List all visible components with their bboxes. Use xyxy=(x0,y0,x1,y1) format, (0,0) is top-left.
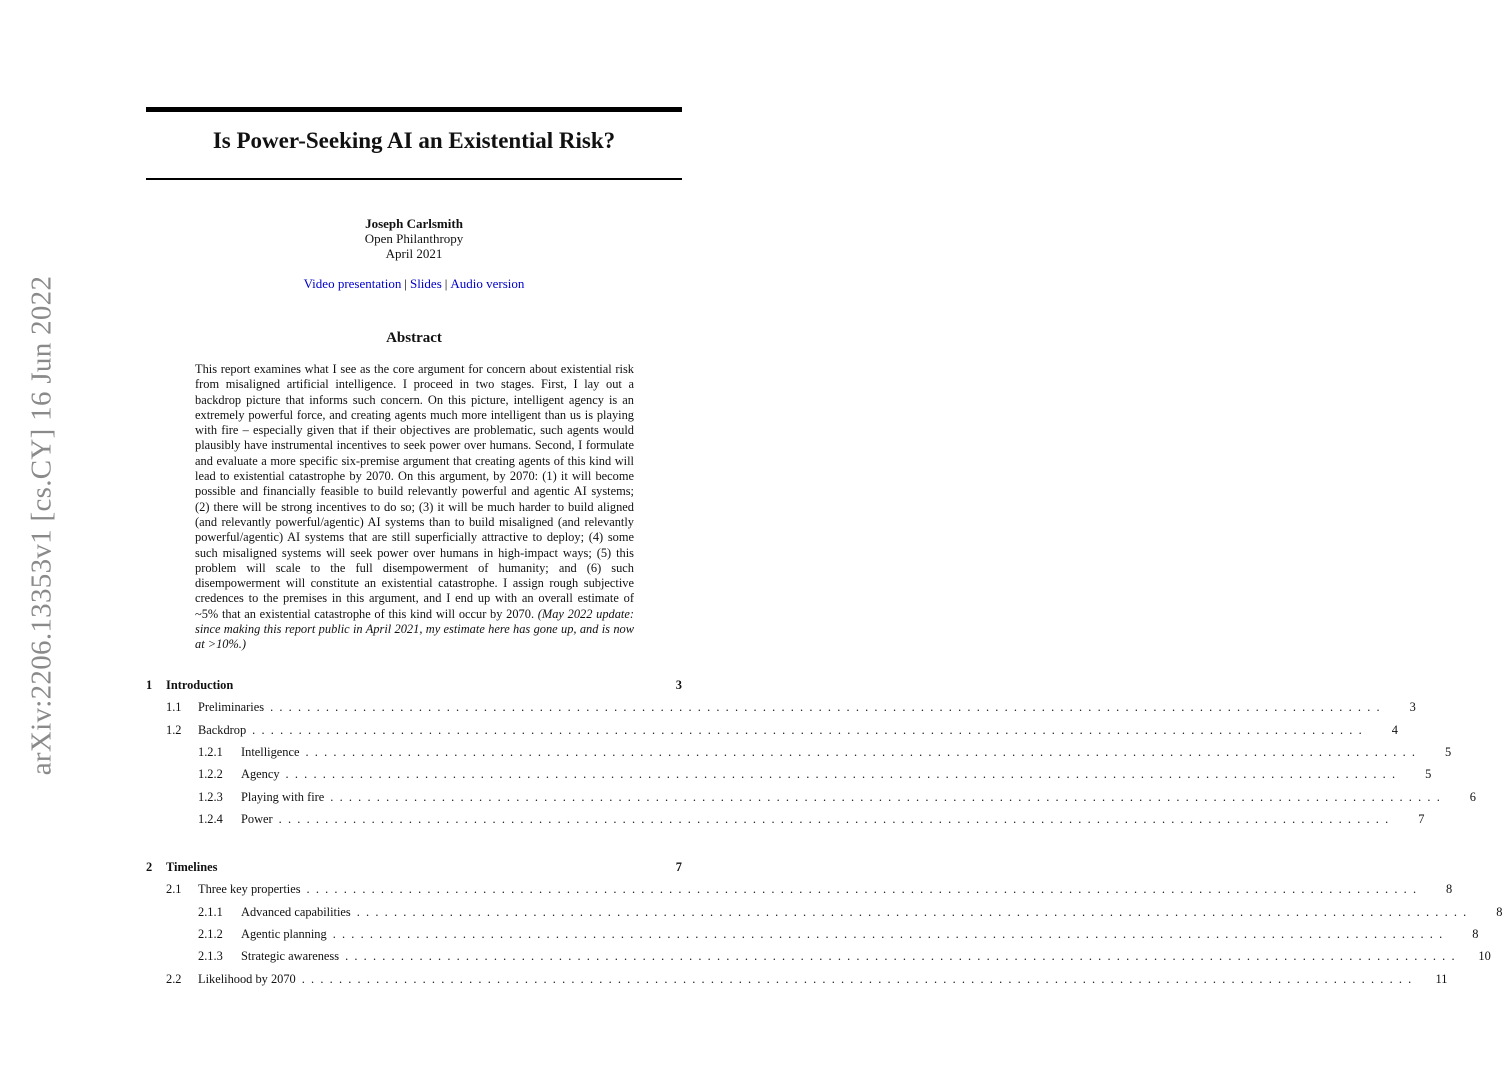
toc-leader-dots: ........................................................................................................................ xyxy=(270,700,1386,715)
toc-page-number: 11 xyxy=(1435,971,1448,986)
toc-subsection-row[interactable] xyxy=(146,904,1502,921)
toc-leader-dots: ........................................................................................................................ xyxy=(278,811,1395,826)
toc-leader-dots: ........................................................................................................................ xyxy=(332,927,1449,941)
toc-page-number: 8 xyxy=(1472,927,1479,941)
toc-subsection-number: 1.2.3 xyxy=(198,789,223,804)
toc-subsection-number: 2.1.3 xyxy=(198,949,223,964)
toc-leader-dots: ........................................................................................................................ xyxy=(345,949,1461,964)
toc-page-number: 5 xyxy=(1425,767,1432,782)
toc-subsection-number: 2.1.1 xyxy=(198,904,223,919)
toc-section-row[interactable] xyxy=(146,722,1398,739)
toc-page-number: 3 xyxy=(675,678,682,692)
toc-section-title: Three key properties xyxy=(198,882,301,897)
toc-section-number: 2.2 xyxy=(166,971,182,986)
toc-chapter-row[interactable] xyxy=(146,678,682,694)
paper-date: April 2021 xyxy=(385,246,443,261)
toc-section-title: Backdrop xyxy=(198,722,247,737)
toc-chapter-row[interactable] xyxy=(146,860,682,876)
toc-leader-dots: ........................................................................................................................ xyxy=(285,767,1402,782)
paper-title: Is Power-Seeking AI an Existential Risk? xyxy=(212,128,616,153)
link-separator: | xyxy=(444,276,448,291)
abstract-body: This report examines what I see as the core argument for concern about existential risk from misaligned artificial intelligence. I proceed in two stages. First, I lay out a backdrop picture that informs such concern. On this picture, intelligent agency is an extremely powerful force, and creating agents much more intelligent than us is playing with fire – especially given that if their objectives are problematic, such agents would plausibly have instrumental incentives to seek power over humans. Second, I formulate and evaluate a more specific six-premise argument that creating agents of this kind will lead to existential catastrophe by 2070. On this argument, by 2070: (1) it will become possible and financially feasible to build relevantly powerful and agentic AI systems; (2) there will be strong incentives to do so; (3) it will be much harder to build aligned (and relevantly powerful/agentic) AI systems than to build misaligned (and relevantly powerful/agentic) AI systems that are still superficially attractive to deploy; (4) some such misaligned systems will seek power over humans in high-impact ways; (5) this problem will scale to the full disempowerment of humanity; and (6) such disempowerment will constitute an existential catastrophe. I assign rough subjective credences to the premises in this argument, and I end up with an overall estimate of ~5% that an existential catastrophe of this kind will occur by 2070. xyxy=(195,362,634,621)
toc-subsection-title: Advanced capabilities xyxy=(241,904,351,919)
toc-subsection-row[interactable] xyxy=(146,811,1425,828)
toc-subsection-title: Agentic planning xyxy=(241,927,327,941)
title-bottom-rule xyxy=(146,178,682,180)
toc-section-row[interactable] xyxy=(146,882,1453,898)
toc-subsection-row[interactable] xyxy=(146,927,1479,943)
arxiv-identifier: arXiv:2206.13353v1 [cs.CY] 16 Jun 2022 xyxy=(25,275,58,775)
media-links xyxy=(146,276,682,292)
video-presentation-link[interactable]: Video presentation xyxy=(303,276,402,291)
toc-leader-dots: ........................................................................................................................ xyxy=(330,789,1446,804)
toc-subsection-number: 1.2.1 xyxy=(198,744,223,759)
toc-subsection-title: Power xyxy=(241,811,273,826)
toc-subsection-row[interactable] xyxy=(146,789,1476,806)
toc-section-title: Likelihood by 2070 xyxy=(198,971,296,986)
toc-subsection-number: 2.1.2 xyxy=(198,927,223,941)
author-name: Joseph Carlsmith xyxy=(365,216,463,231)
toc-chapter-number: 2 xyxy=(146,860,153,875)
toc-page-number: 6 xyxy=(1469,789,1476,804)
toc-chapter-title: Timelines xyxy=(166,860,218,875)
toc-subsection-number: 1.2.4 xyxy=(198,811,223,826)
title-top-rule xyxy=(146,107,682,112)
abstract-update-note: (May 2022 update: since making this report public in April 2021, my estimate here has gone up, and is now at >10%.) xyxy=(195,606,634,652)
toc-leader-dots: ........................................................................................................................ xyxy=(252,722,1368,737)
toc-page-number: 8 xyxy=(1446,882,1453,897)
toc-page-number: 4 xyxy=(1391,722,1398,737)
toc-page-number: 10 xyxy=(1478,949,1491,964)
toc-section-title: Preliminaries xyxy=(198,700,265,715)
author-affiliation: Open Philanthropy xyxy=(364,231,464,246)
toc-leader-dots: ........................................................................................................................ xyxy=(305,744,1422,759)
toc-chapter-number: 1 xyxy=(146,678,153,692)
toc-subsection-row[interactable] xyxy=(146,949,1491,965)
abstract-heading: Abstract xyxy=(386,330,442,346)
toc-subsection-title: Agency xyxy=(241,767,280,782)
toc-chapter-title: Introduction xyxy=(166,678,234,692)
audio-version-link[interactable]: Audio version xyxy=(450,276,525,291)
toc-page-number: 7 xyxy=(1418,811,1425,826)
toc-section-row[interactable] xyxy=(146,971,1448,988)
toc-subsection-title: Intelligence xyxy=(241,744,300,759)
abstract-text xyxy=(195,362,634,653)
toc-subsection-row[interactable] xyxy=(146,767,1432,783)
arxiv-side-stamp xyxy=(20,275,64,775)
toc-section-number: 1.2 xyxy=(166,722,182,737)
toc-leader-dots: ........................................................................................................................ xyxy=(356,904,1473,919)
toc-subsection-number: 1.2.2 xyxy=(198,767,223,782)
link-separator: | xyxy=(404,276,407,291)
toc-subsection-title: Playing with fire xyxy=(241,789,325,804)
toc-page-number: 7 xyxy=(675,860,682,875)
toc-section-row[interactable] xyxy=(146,700,1416,716)
toc-page-number: 5 xyxy=(1445,744,1452,759)
toc-subsection-row[interactable] xyxy=(146,744,1452,761)
toc-leader-dots: ........................................................................................................................ xyxy=(301,971,1418,986)
toc-page-number: 3 xyxy=(1409,700,1416,715)
toc-leader-dots: ........................................................................................................................ xyxy=(306,882,1423,897)
author-block xyxy=(146,216,682,261)
slides-link[interactable]: Slides xyxy=(409,276,442,291)
toc-section-number: 2.1 xyxy=(166,882,182,897)
toc-subsection-title: Strategic awareness xyxy=(241,949,340,964)
toc-page-number: 8 xyxy=(1496,904,1502,919)
toc-section-number: 1.1 xyxy=(166,700,182,715)
